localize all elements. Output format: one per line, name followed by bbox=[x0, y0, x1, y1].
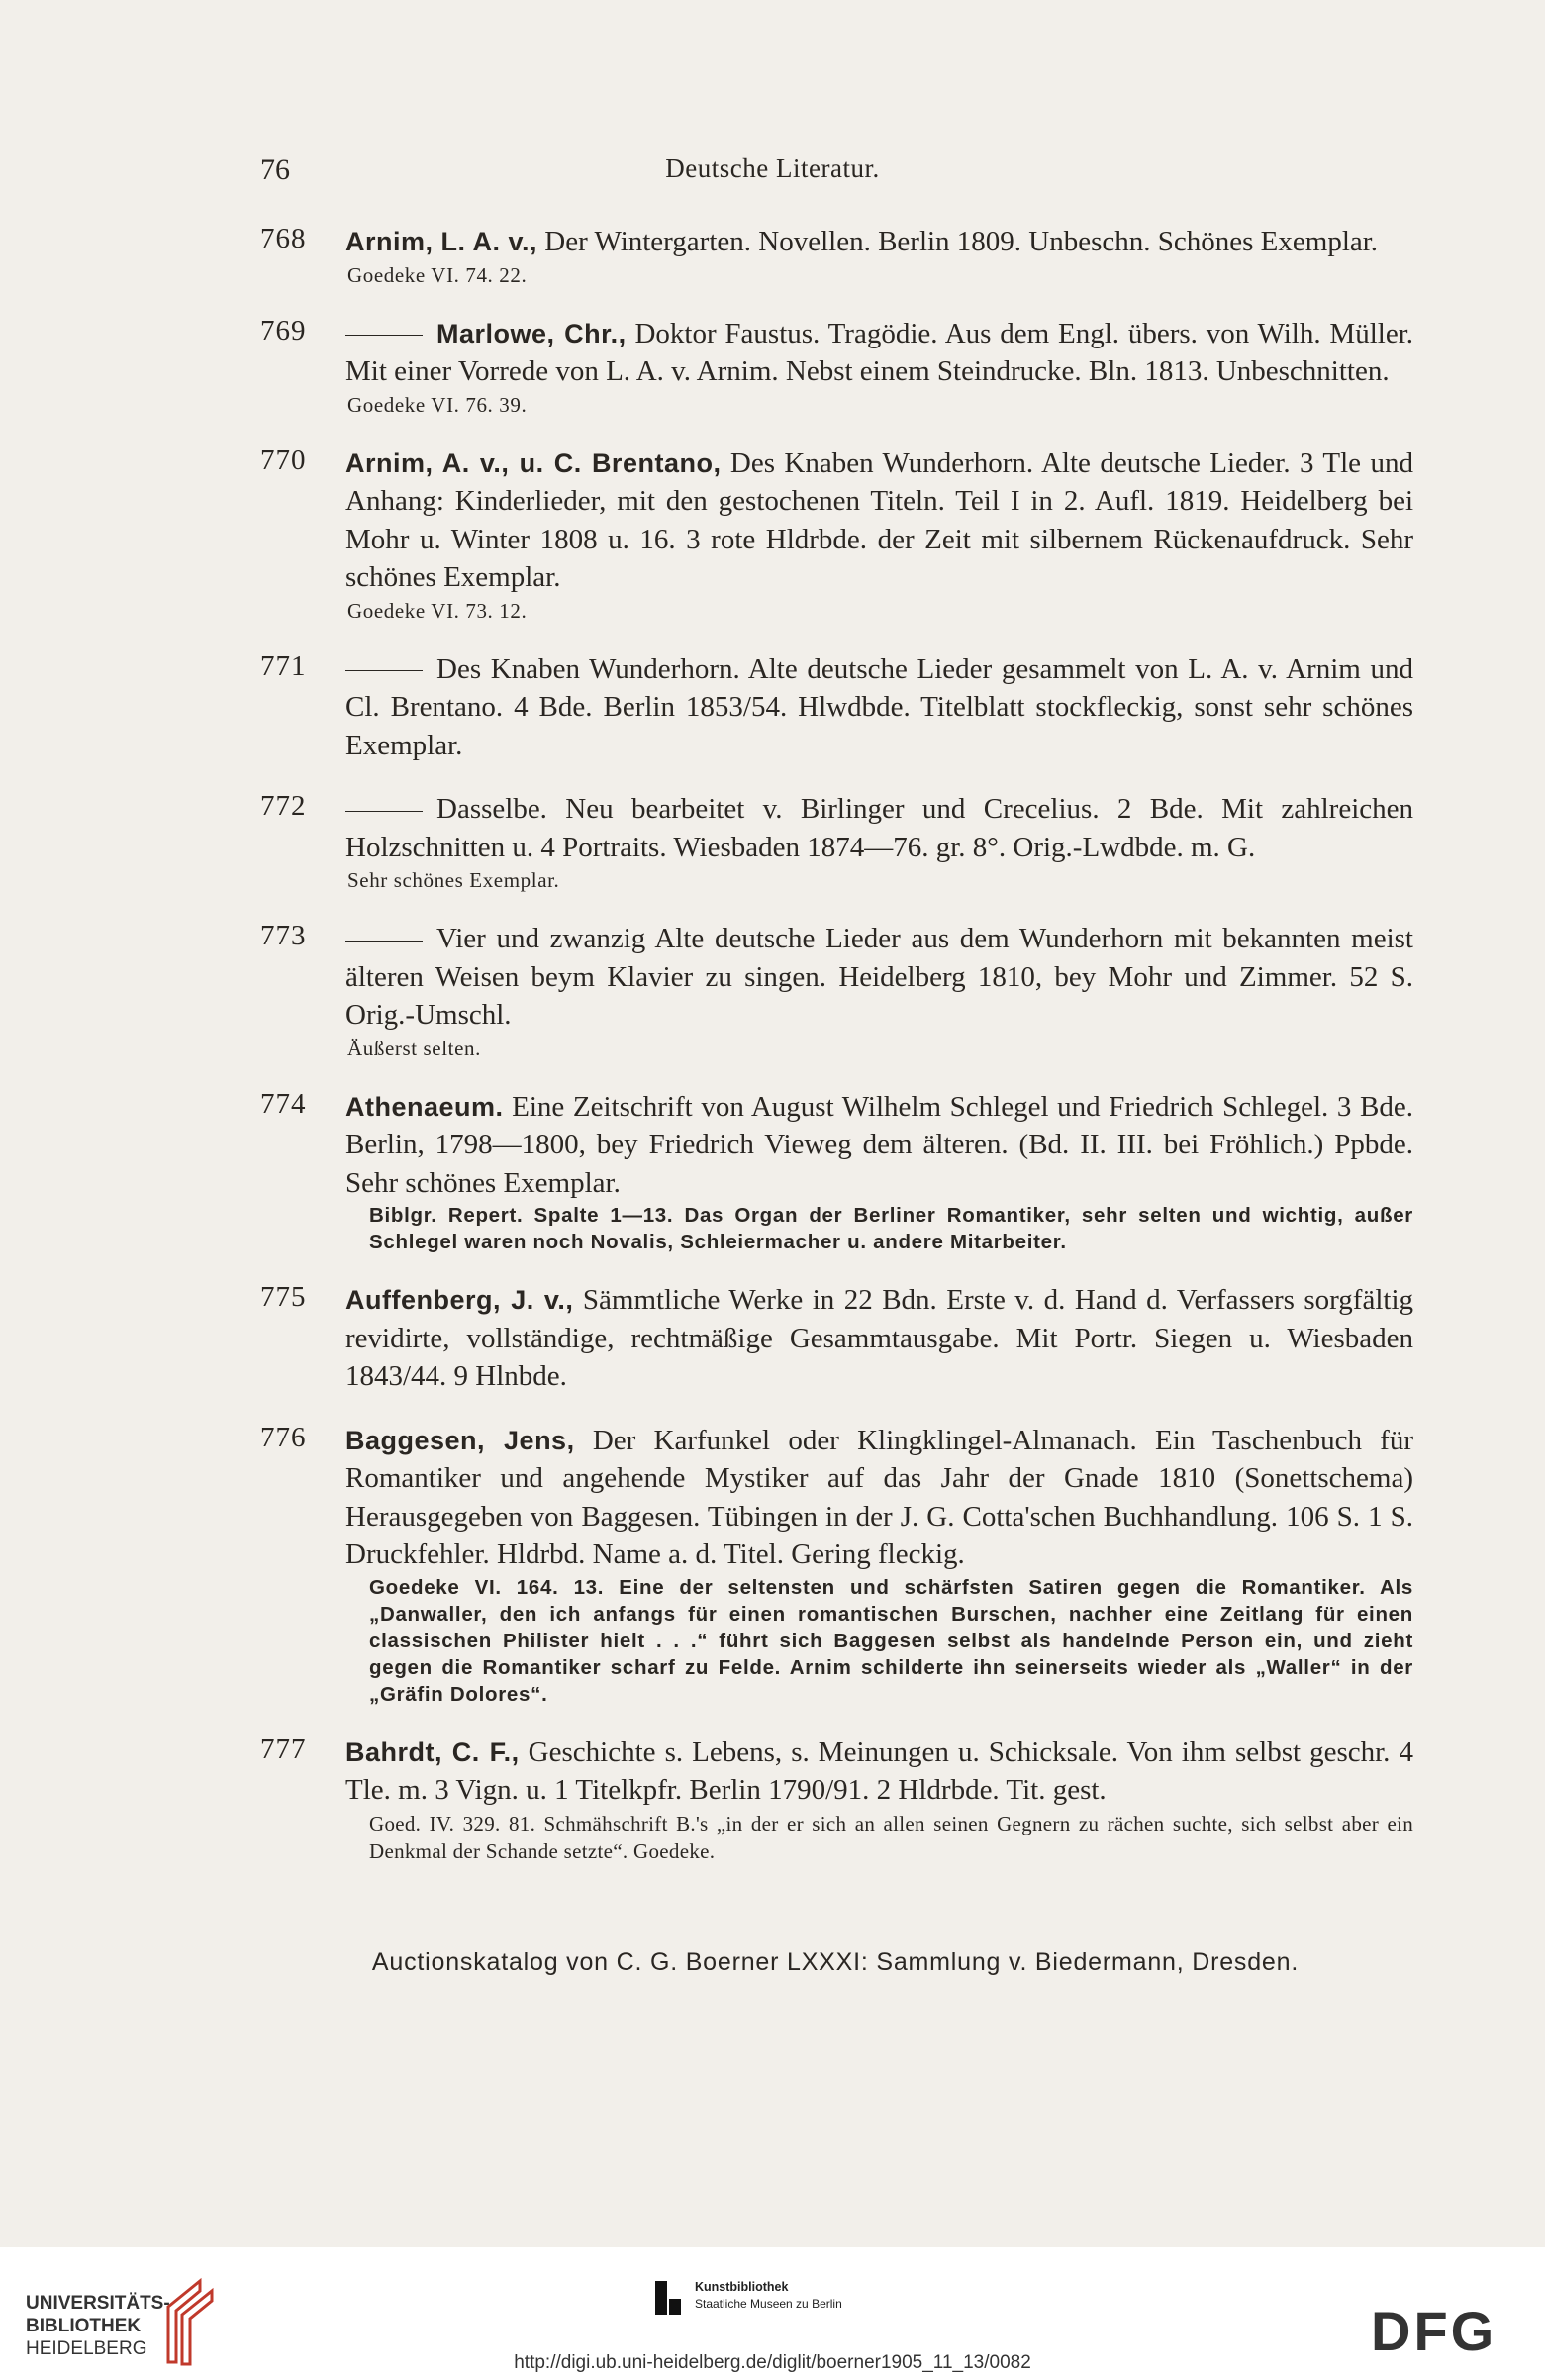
entry-author: Bahrdt, C. F., bbox=[345, 1736, 520, 1767]
entry-number: 777 bbox=[260, 1733, 307, 1765]
catalog-entry bbox=[260, 1734, 1413, 1865]
entry-note: Äußerst selten. bbox=[347, 1036, 481, 1060]
entry-note: Goedeke VI. 74. 22. bbox=[347, 262, 528, 287]
entry-number: 769 bbox=[260, 314, 307, 347]
permalink-url[interactable]: http://digi.ub.uni-heidelberg.de/diglit/boerner1905_11_13/0082 bbox=[514, 2352, 1031, 2373]
entry-number: 768 bbox=[260, 223, 307, 254]
entry-note-bold: Goedeke VI. 164. 13. Eine der seltensten und schärfsten Satiren gegen die Romantiker. Als „Danwaller, den ich anfangs für einen romantischen Burschen, nachher eine Zeitlang für einen classischen Philister hielt . . .“ führt sich Baggesen selbst als handelnde Person ein, und zieht gegen die Romantiker scharf zu Felde. Arnim schilderte ihn seinerseits wieder als „Waller“ in der „Gräfin Dolores“. bbox=[369, 1575, 1413, 1706]
catalog-entries bbox=[260, 223, 1413, 1891]
kunstbibliothek-name: Kunstbibliothek bbox=[695, 2280, 789, 2294]
entry-author: Arnim, L. A. v., bbox=[345, 227, 538, 256]
kunstbibliothek-subtitle: Staatliche Museen zu Berlin bbox=[695, 2297, 842, 2311]
entry-author: Auffenberg, J. v., bbox=[345, 1285, 574, 1315]
entry-text: Des Knaben Wunderhorn. Alte deutsche Lieder gesammelt von L. A. v. Arnim und Cl. Brentano. 4 Bde. Berlin 1853/54. Hlwdbde. Titelblatt stockfleckig, sonst sehr schönes Exemplar. bbox=[345, 652, 1413, 761]
entry-text: Geschichte s. Lebens, s. Meinungen u. Schicksale. Von ihm selbst geschr. 4 Tle. m. 3 Vign. u. 1 Titelkpfr. Berlin 1790/91. 2 Hldrbde. Tit. gest. bbox=[345, 1735, 1413, 1806]
kunstbibliothek-mark-icon bbox=[655, 2281, 681, 2315]
catalog-entry bbox=[260, 1422, 1413, 1708]
entry-body bbox=[345, 920, 1413, 1035]
entry-text: Vier und zwanzig Alte deutsche Lieder aus dem Wunderhorn mit bekannten meist älteren Weisen beym Klavier zu singen. Heidelberg 1810, bey Mohr und Zimmer. 52 S. Orig.-Umschl. bbox=[345, 923, 1413, 1031]
entry-author: Arnim, A. v., u. C. Brentano, bbox=[345, 447, 722, 478]
catalog-footer-line: Auctionskatalog von C. G. Boerner LXXXI: Sammlung v. Biedermann, Dresden. bbox=[371, 1948, 1300, 1976]
entry-text: Des Knaben Wunderhorn. Alte deutsche Lieder. 3 Tle und Anhang: Kinderlieder, mit den gestochenen Titeln. Teil I in 2. Aufl. 1819. Heidelberg bei Mohr u. Winter 1808 u. 16. 3 rote Hldrbde. der Zeit mit silbernem Rückenaufdruck. Sehr schönes Exemplar. bbox=[345, 446, 1413, 593]
catalog-entry bbox=[260, 790, 1413, 894]
ub-logo-line2: BIBLIOTHEK bbox=[26, 2316, 142, 2336]
entry-number: 776 bbox=[260, 1421, 307, 1453]
entry-body bbox=[345, 1088, 1413, 1203]
ditto-dash bbox=[345, 811, 423, 812]
ditto-dash bbox=[345, 941, 423, 942]
ditto-dash bbox=[345, 335, 423, 336]
ub-logo-line3: HEIDELBERG bbox=[26, 2338, 147, 2359]
catalog-entry bbox=[260, 1088, 1413, 1256]
entry-number: 774 bbox=[260, 1087, 307, 1120]
entry-author: Marlowe, Chr., bbox=[436, 318, 627, 348]
entry-body bbox=[345, 1422, 1413, 1574]
entry-body bbox=[345, 223, 1413, 261]
catalog-entry bbox=[260, 1281, 1413, 1396]
entry-body bbox=[345, 1734, 1413, 1810]
entry-note: Goedeke VI. 73. 12. bbox=[347, 598, 528, 623]
entry-body bbox=[345, 1281, 1413, 1396]
entry-number: 773 bbox=[260, 920, 307, 951]
entry-number: 771 bbox=[260, 649, 307, 682]
entry-text: Sämmtliche Werke in 22 Bdn. Erste v. d. Hand d. Verfassers sorgfältig revidirte, vollständige, rechtmäßige Gesammtausgabe. Mit Portr. Siegen u. Wiesbaden 1843/44. 9 Hlnbde. bbox=[345, 1284, 1414, 1392]
entry-text: Der Wintergarten. Novellen. Berlin 1809. Unbeschn. Schönes Exemplar. bbox=[537, 226, 1379, 257]
entry-note: Sehr schönes Exemplar. bbox=[347, 868, 560, 892]
entry-body bbox=[345, 315, 1413, 391]
entry-note: Goedeke VI. 76. 39. bbox=[347, 392, 528, 417]
dfg-logo: DFG bbox=[1371, 2300, 1497, 2362]
entry-text: Der Karfunkel oder Klingklingel-Almanach. Ein Taschenbuch für Romantiker und angehende Mystiker auf das Jahr der Gnade 1810 (Sonettschema) Herausgegeben von Baggesen. Tübingen in der J. G. Cotta'schen Buchhandlung. 106 S. 1 S. Druckfehler. Hldrbd. Name a. d. Titel. Gering fleckig. bbox=[345, 1424, 1413, 1570]
entry-body bbox=[345, 650, 1413, 765]
catalog-entry bbox=[260, 650, 1413, 765]
entry-text: Doktor Faustus. Tragödie. Aus dem Engl. übers. von Wilh. Müller. Mit einer Vorrede von L. A. v. Arnim. Nebst einem Steindrucke. Bln. 1813. Unbeschnitten. bbox=[345, 317, 1414, 387]
page-number: 76 bbox=[260, 153, 290, 186]
catalog-entry bbox=[260, 315, 1413, 419]
catalog-entry bbox=[260, 223, 1413, 289]
entry-text: Eine Zeitschrift von August Wilhelm Schlegel und Friedrich Schlegel. 3 Bde. Berlin, 1798—1800, bey Friedrich Vieweg dem älteren. (Bd. II. III. bei Fröhlich.) Ppbde. Sehr schönes Exemplar. bbox=[345, 1090, 1413, 1199]
entry-text: Dasselbe. Neu bearbeitet v. Birlinger und Crecelius. 2 Bde. Mit zahlreichen Holzschnitten u. 4 Portraits. Wiesbaden 1874—76. gr. 8°. Orig.-Lwdbde. m. G. bbox=[345, 793, 1413, 863]
entry-author: Athenaeum. bbox=[345, 1091, 504, 1122]
entry-note-small: Goed. IV. 329. 81. Schmähschrift B.'s „in der er sich an allen seinen Gegnern zu rächen suchte, sich selbst aber ein Denkmal der Schande setzte“. Goedeke. bbox=[369, 1811, 1413, 1863]
ditto-dash bbox=[345, 670, 423, 671]
entry-number: 772 bbox=[260, 790, 307, 822]
entry-number: 770 bbox=[260, 444, 307, 476]
ub-logo-line1: UNIVERSITÄTS- bbox=[26, 2293, 170, 2314]
entry-body bbox=[345, 790, 1413, 866]
catalog-entry bbox=[260, 445, 1413, 625]
entry-note-bold: Biblgr. Repert. Spalte 1—13. Das Organ der Berliner Romantiker, sehr selten und wichtig, außer Schlegel waren noch Novalis, Schleiermacher u. andere Mitarbeiter. bbox=[369, 1204, 1413, 1253]
ub-heidelberg-logo bbox=[26, 2292, 170, 2360]
entry-number: 775 bbox=[260, 1281, 307, 1313]
entry-body bbox=[345, 445, 1413, 597]
running-head: Deutsche Literatur. bbox=[665, 153, 880, 183]
entry-author: Baggesen, Jens, bbox=[345, 1425, 575, 1455]
catalog-entry bbox=[260, 920, 1413, 1062]
